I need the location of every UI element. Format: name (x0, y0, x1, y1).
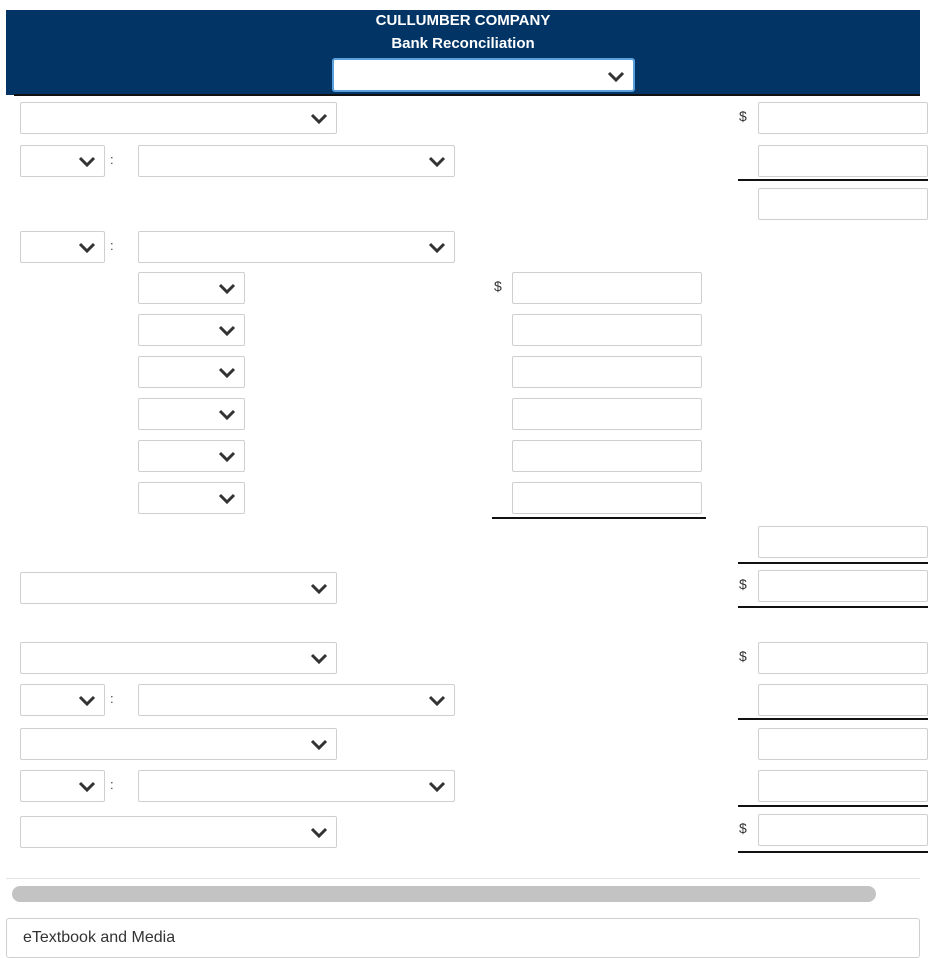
subtotal-label-select[interactable] (20, 728, 337, 760)
chevron-down-icon (310, 113, 328, 125)
check-amount[interactable] (512, 398, 702, 430)
horizontal-scrollbar-thumb[interactable] (12, 886, 876, 902)
total-rule (738, 179, 928, 181)
check-number-select[interactable] (138, 314, 245, 346)
bank-balance-amount[interactable] (758, 102, 928, 134)
adjusted-book-balance-amount[interactable] (758, 814, 928, 846)
check-amount[interactable] (512, 272, 702, 304)
chevron-down-icon (218, 325, 236, 337)
statement-title: Bank Reconciliation (391, 35, 535, 52)
check-number-select[interactable] (138, 398, 245, 430)
chevron-down-icon (218, 409, 236, 421)
check-amount[interactable] (512, 482, 702, 514)
colon: : (110, 777, 114, 792)
check-amount[interactable] (512, 314, 702, 346)
adjustment-item-select[interactable] (138, 770, 455, 802)
chevron-down-icon (78, 695, 96, 707)
book-balance-amount[interactable] (758, 642, 928, 674)
adjustment-amount[interactable] (758, 770, 928, 802)
colon: : (110, 691, 114, 706)
dollar-sign: $ (739, 576, 747, 592)
bank-balance-label-select[interactable] (20, 102, 337, 134)
outstanding-checks-total[interactable] (758, 526, 928, 558)
total-rule (738, 562, 928, 564)
chevron-down-icon (218, 493, 236, 505)
etextbook-media-label: eTextbook and Media (23, 929, 176, 946)
book-balance-label-select[interactable] (20, 642, 337, 674)
adjusted-bank-balance-select[interactable] (20, 572, 337, 604)
total-rule (738, 718, 928, 720)
adjustment-amount[interactable] (758, 145, 928, 177)
double-rule (738, 606, 928, 608)
chevron-down-icon (218, 367, 236, 379)
dollar-sign: $ (494, 278, 502, 294)
chevron-down-icon (310, 827, 328, 839)
colon: : (110, 238, 114, 253)
dollar-sign: $ (739, 820, 747, 836)
adjustment-amount[interactable] (758, 684, 928, 716)
check-amount[interactable] (512, 356, 702, 388)
chevron-down-icon (607, 71, 625, 83)
chevron-down-icon (78, 156, 96, 168)
etextbook-media-panel[interactable] (6, 918, 920, 958)
subtotal-amount[interactable] (758, 728, 928, 760)
chevron-down-icon (78, 242, 96, 254)
chevron-down-icon (428, 242, 446, 254)
dollar-sign: $ (739, 108, 747, 124)
chevron-down-icon (310, 653, 328, 665)
check-amount[interactable] (512, 440, 702, 472)
add-deduct-select[interactable] (20, 770, 105, 802)
check-number-select[interactable] (138, 356, 245, 388)
check-number-select[interactable] (138, 482, 245, 514)
chevron-down-icon (310, 739, 328, 751)
adjusted-book-balance-select[interactable] (20, 816, 337, 848)
add-deduct-select[interactable] (20, 684, 105, 716)
add-deduct-select[interactable] (20, 145, 105, 177)
date-select[interactable] (332, 58, 635, 92)
total-rule (492, 517, 706, 519)
chevron-down-icon (218, 283, 236, 295)
total-rule (738, 805, 928, 807)
statement-header (6, 10, 920, 95)
company-name: CULLUMBER COMPANY (375, 12, 551, 29)
chevron-down-icon (428, 781, 446, 793)
add-deduct-select[interactable] (20, 231, 105, 263)
header-divider (14, 94, 920, 96)
adjustment-item-select[interactable] (138, 684, 455, 716)
chevron-down-icon (218, 451, 236, 463)
adjustment-item-select[interactable] (138, 145, 455, 177)
chevron-down-icon (78, 781, 96, 793)
adjustment-item-select[interactable] (138, 231, 455, 263)
chevron-down-icon (428, 156, 446, 168)
colon: : (110, 152, 114, 167)
double-rule (738, 851, 928, 853)
check-number-select[interactable] (138, 272, 245, 304)
subtotal-amount[interactable] (758, 188, 928, 220)
dollar-sign: $ (739, 648, 747, 664)
chevron-down-icon (428, 695, 446, 707)
chevron-down-icon (310, 583, 328, 595)
check-number-select[interactable] (138, 440, 245, 472)
adjusted-bank-balance-amount[interactable] (758, 570, 928, 602)
